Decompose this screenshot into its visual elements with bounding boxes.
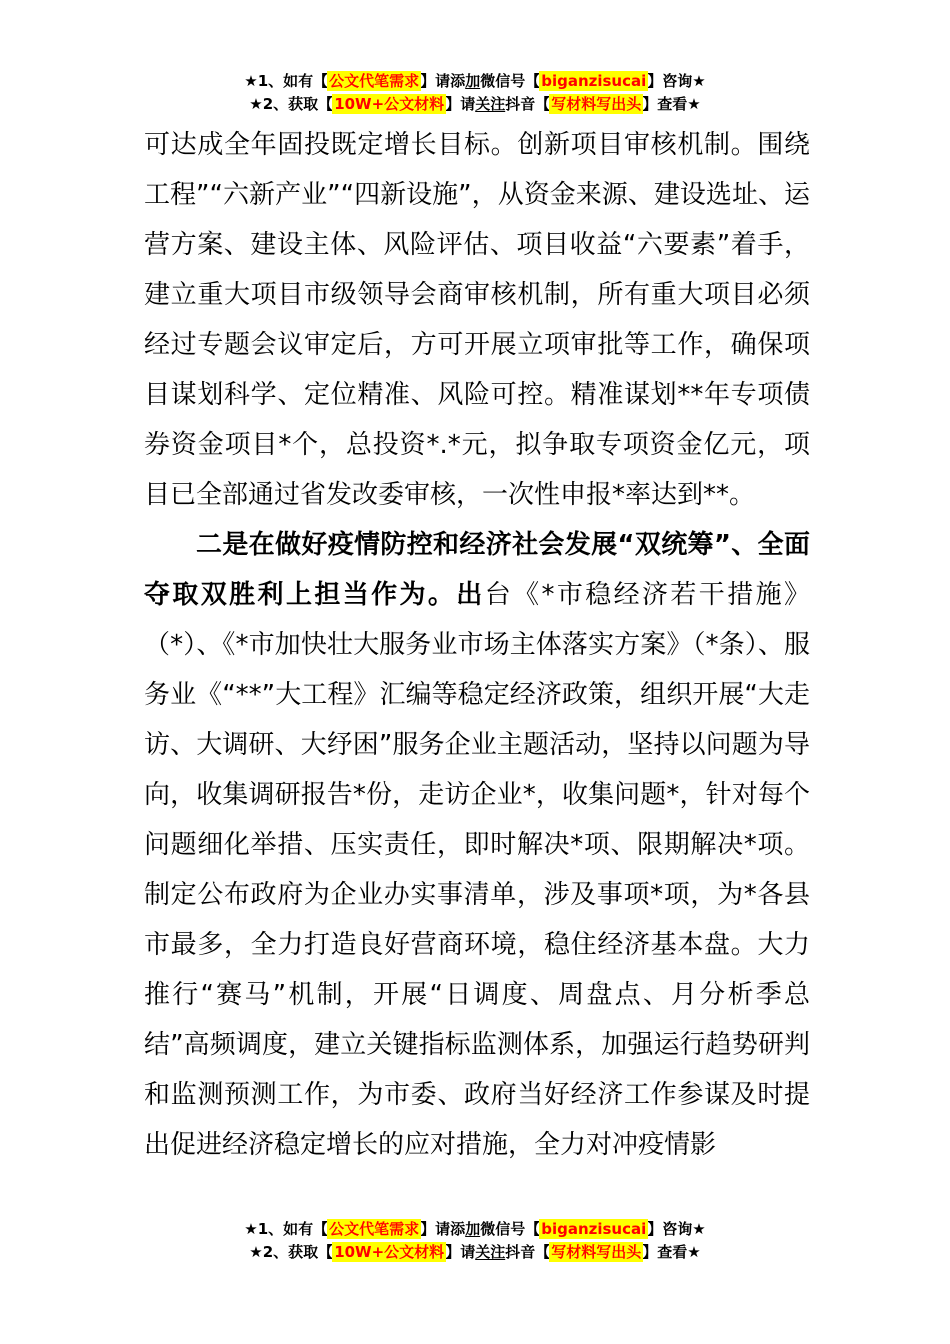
highlight-materials: 10W+公文材料	[334, 1243, 445, 1261]
banner-text: 】请	[445, 1243, 476, 1261]
highlight-writing-service: 公文代笔需求	[329, 72, 420, 90]
banner-text: ★1、如有【	[244, 72, 329, 90]
banner-underlined: 关注	[475, 95, 506, 113]
banner-text: ★2、获取【	[249, 95, 334, 113]
banner-text: 】查看★	[642, 95, 701, 113]
paragraph-2	[144, 520, 810, 1170]
footer-banner	[0, 1218, 950, 1264]
banner-line-2	[0, 1241, 950, 1264]
banner-text: ★2、获取【	[249, 1243, 334, 1261]
highlight-materials: 10W+公文材料	[334, 95, 445, 113]
document-body	[144, 120, 810, 1170]
banner-text: 】请添	[420, 1220, 466, 1238]
banner-underlined: 加	[465, 1220, 481, 1238]
banner-text: ★1、如有【	[244, 1220, 329, 1238]
paragraph-1: 可达成全年固投既定增长目标。创新项目审核机制。围绕工程”“六新产业”“四新设施”，从资金来源、建设选址、运营方案、建设主体、风险评估、项目收益“六要素”着手，建立重大项目市级领导会商审核机制，所有重大项目必须经过专题会议审定后，方可开展立项审批等工作，确保项目谋划科学、定位精准、风险可控。精准谋划**年专项债券资金项目*个，总投资*.*元，拟争取专项资金亿元，项目已全部通过省发改委审核，一次性申报*率达到**。	[144, 130, 810, 510]
highlight-wechat-id: biganzisucai	[541, 72, 647, 90]
paragraph-2-text: 台《*市稳经济若干措施》（*）、《*市加快壮大服务业市场主体落实方案》（*条）、服务业《“**”大工程》汇编等稳定经济政策，组织开展“大走访、大调研、大纾困”服务企业主题活动，坚持以问题为导向，收集调研报告*份，走访企业*，收集问题*，针对每个问题细化举措、压实责任，即时解决*项、限期解决*项。制定公布政府为企业办实事清单，涉及事项*项，为*各县市最多，全力打造良好营商环境，稳住经济基本盘。大力推行“赛马”机制，开展“日调度、周盘点、月分析季总结”高频调度，建立关键指标监测体系，加强运行趋势研判和监测预测工作，为市委、政府当好经济工作参谋及时提出促进经济稳定增长的应对措施，全力对冲疫情影	[144, 580, 810, 1160]
banner-underlined: 关注	[475, 1243, 506, 1261]
banner-text: 】查看★	[642, 1243, 701, 1261]
highlight-wechat-id: biganzisucai	[541, 1220, 647, 1238]
banner-text: 】请	[445, 95, 476, 113]
banner-text: 抖音【	[505, 1243, 551, 1261]
banner-line-2	[0, 93, 950, 116]
banner-line-1	[0, 70, 950, 93]
paragraph-2-heading: 二是在做好疫情防控和经济社会发展“双统筹”、全面夺取双胜利上担当作为。出	[144, 530, 810, 610]
header-banner	[0, 70, 950, 116]
highlight-writing-service: 公文代笔需求	[329, 1220, 420, 1238]
highlight-douyin-account: 写材料写出头	[551, 1243, 642, 1261]
banner-underlined: 加	[465, 72, 481, 90]
banner-text: 微信号【	[480, 1220, 541, 1238]
banner-text: 】咨询★	[647, 72, 706, 90]
banner-text: 】咨询★	[647, 1220, 706, 1238]
banner-text: 微信号【	[480, 72, 541, 90]
banner-text: 抖音【	[505, 95, 551, 113]
highlight-douyin-account: 写材料写出头	[551, 95, 642, 113]
banner-text: 】请添	[420, 72, 466, 90]
banner-line-1	[0, 1218, 950, 1241]
